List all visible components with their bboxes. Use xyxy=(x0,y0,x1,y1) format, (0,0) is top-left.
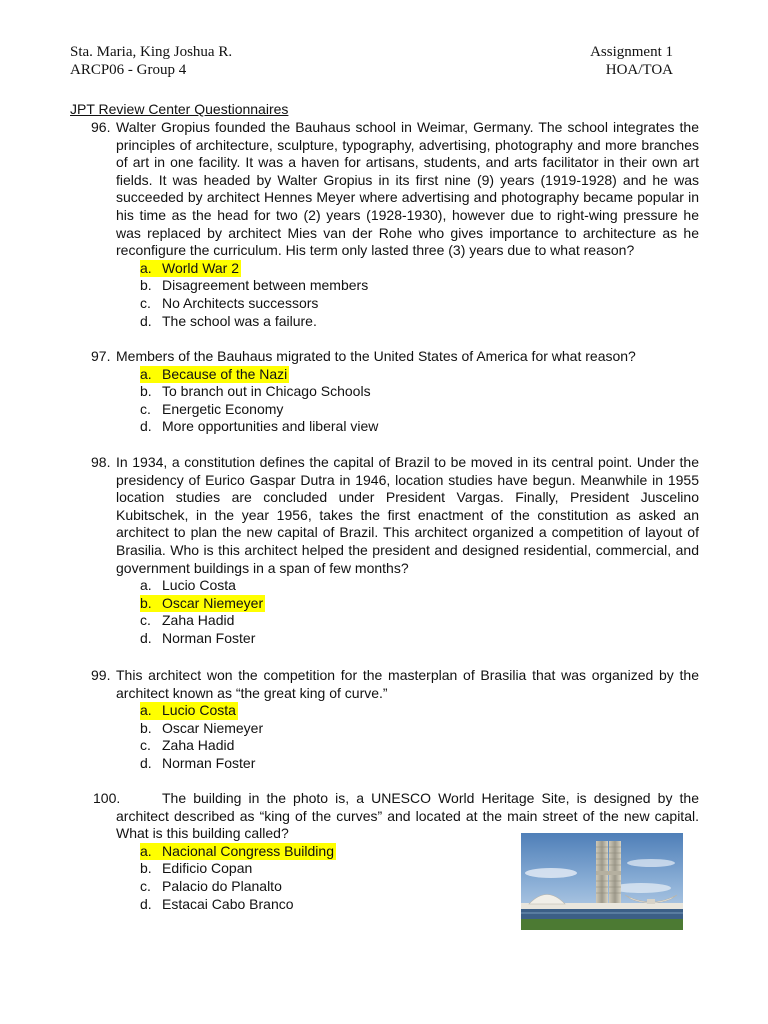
option-text: More opportunities and liberal view xyxy=(162,418,379,435)
options-list xyxy=(91,260,699,330)
option-c xyxy=(91,737,699,755)
answer-highlight xyxy=(140,260,241,278)
option-text: Palacio do Planalto xyxy=(162,877,282,894)
option-d xyxy=(91,630,699,648)
option-letter: a. xyxy=(140,259,152,276)
answer-highlight xyxy=(140,595,265,613)
option-letter: b. xyxy=(140,719,152,736)
option-text: Because of the Nazi xyxy=(162,365,288,382)
option-text: Energetic Economy xyxy=(162,400,284,417)
option-letter: a. xyxy=(140,365,152,382)
options-list xyxy=(91,366,699,436)
option-text: Lucio Costa xyxy=(162,577,236,594)
option-letter: a. xyxy=(140,577,152,594)
option-a xyxy=(91,260,699,278)
question-number: 97. xyxy=(91,348,111,364)
question-97 xyxy=(91,348,699,436)
section-title: JPT Review Center Questionnaires xyxy=(70,101,289,117)
question-text: This architect won the competition for the masterplan of Brasilia that was organized by the architect known as “the great king of curve.” xyxy=(116,667,699,701)
subject-label: HOA/TOA xyxy=(605,62,673,78)
option-d xyxy=(91,313,699,331)
option-letter: d. xyxy=(140,418,152,435)
question-number: 98. xyxy=(91,454,111,470)
option-letter: c. xyxy=(140,400,151,417)
option-text: Oscar Niemeyer xyxy=(162,594,264,611)
option-letter: c. xyxy=(140,877,151,894)
option-text: Edificio Copan xyxy=(162,860,253,877)
question-text: The building in the photo is, a UNESCO World Heritage Site, is designed by the architect described as “king of the curves” and located at the main street of the new capital. What is this building called? xyxy=(116,790,699,842)
option-letter: c. xyxy=(140,294,151,311)
option-text: Zaha Hadid xyxy=(162,737,235,754)
option-text: Disagreement between members xyxy=(162,277,369,294)
question-number: 100. xyxy=(93,790,121,806)
option-b xyxy=(91,277,699,295)
answer-highlight xyxy=(140,702,238,720)
question-99 xyxy=(91,667,699,773)
option-letter: a. xyxy=(140,842,152,859)
option-text: No Architects successors xyxy=(162,294,319,311)
option-text: Nacional Congress Building xyxy=(162,842,334,859)
question-text: Walter Gropius founded the Bauhaus school in Weimar, Germany. The school integrates the principles of architecture, sculpture, typography, advertising, photography and more branches of art in one facility. It was a haven for artisans, students, and arts facilitator in their own art fields. It was headed by Walter Gropius in its first nine (9) years (1919-1928) and he was succeeded by architect Hennes Meyer where advertising and photography became popular in his time as the head for two (2) years (1928-1930), however due to right-wing pressure he was replaced by architect Mies van der Rohe who gives importance to architecture as he reconfigure the curriculum. His term only lasted three (3) years due to what reason? xyxy=(116,119,699,259)
option-letter: b. xyxy=(140,594,152,611)
question-98 xyxy=(91,454,699,648)
option-letter: b. xyxy=(140,277,152,294)
question-text: In 1934, a constitution defines the capital of Brazil to be moved in its central point. Under the presidency of Eurico Gaspar Dutra in 1946, location studies have begun. Meanwhile in 1955 location studies are concluded under President Vargas. Finally, President Juscelino Kubitschek, in the year 1956, takes the first enactment of the constitution as asked an architect to plan the new capital of Brazil. This architect organized a competition of layout of Brasilia. Who is this architect helped the president and designed residential, commercial, and government buildings in a span of few months? xyxy=(116,454,699,576)
option-letter: d. xyxy=(140,754,152,771)
option-c xyxy=(91,401,699,419)
options-list xyxy=(91,577,699,647)
option-letter: d. xyxy=(140,312,152,329)
option-text: Estacai Cabo Branco xyxy=(162,895,294,912)
option-text: World War 2 xyxy=(162,259,240,276)
answer-highlight xyxy=(140,843,336,861)
option-a xyxy=(91,577,699,595)
question-text: Members of the Bauhaus migrated to the United States of America for what reason? xyxy=(116,348,636,364)
options-list xyxy=(91,702,699,772)
question-number: 99. xyxy=(91,667,111,683)
option-text: Oscar Niemeyer xyxy=(162,719,264,736)
question-number: 96. xyxy=(91,119,111,135)
option-letter: c. xyxy=(140,737,151,754)
option-letter: d. xyxy=(140,895,152,912)
congress-building-photo xyxy=(521,833,683,930)
student-info xyxy=(70,43,232,79)
option-letter: a. xyxy=(140,702,152,719)
option-b xyxy=(91,720,699,738)
option-b xyxy=(91,595,699,613)
option-a xyxy=(91,702,699,720)
option-text: To branch out in Chicago Schools xyxy=(162,383,371,400)
option-text: Lucio Costa xyxy=(162,702,236,719)
option-a xyxy=(91,366,699,384)
option-letter: c. xyxy=(140,612,151,629)
student-name: Sta. Maria, King Joshua R. xyxy=(70,44,233,60)
option-c xyxy=(91,612,699,630)
option-b xyxy=(91,383,699,401)
option-text: Norman Foster xyxy=(162,754,256,771)
option-letter: d. xyxy=(140,629,152,646)
option-letter: b. xyxy=(140,383,152,400)
answer-highlight xyxy=(140,366,289,384)
option-c xyxy=(91,295,699,313)
option-text: Zaha Hadid xyxy=(162,612,235,629)
option-text: Norman Foster xyxy=(162,629,256,646)
option-d xyxy=(91,418,699,436)
option-letter: b. xyxy=(140,860,152,877)
option-d xyxy=(91,755,699,773)
assignment-label: Assignment 1 xyxy=(590,44,673,60)
question-96 xyxy=(91,119,699,330)
option-text: The school was a failure. xyxy=(162,312,317,329)
class-group: ARCP06 - Group 4 xyxy=(70,62,187,78)
assignment-info xyxy=(590,43,673,79)
